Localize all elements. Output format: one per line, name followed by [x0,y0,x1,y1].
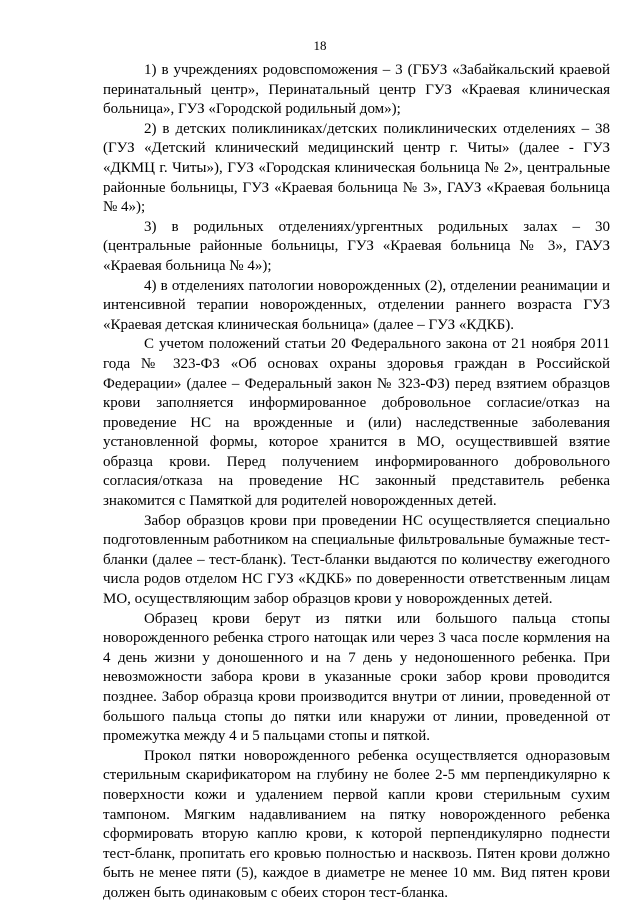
paragraph-sample-timing: Образец крови берут из пятки или большого пальца стопы новорожденного ребенка строго натощак или через 3 часа после кормления на 4 день жизни у доношенного и на 7 день у недоношенного ребенка. При невозможности забора крови в указанные сроки забор крови проводится позднее. Забор образца крови производится внутри от линии, проведенной от большого пальца стопы до пятки или кнаружи от линии, проведенной от промежутка между 4 и 5 пальцами стопы и пяткой. [103,610,610,745]
paragraph-blood-sampling: Забор образцов крови при проведении НС осуществляется специально подготовленным работником на специальные фильтровальные бумажные тест-бланки (далее – тест-бланк). Тест-бланки выдаются по количеству ежегодного числа родов отделом НС ГУЗ «КДКБ» по доверенности ответственным лицам МО, осуществляющим забор образцов крови у новорожденных детей. [103,512,610,608]
paragraph-maternity-facilities: 1) в учреждениях родовспоможения – 3 (ГБУЗ «Забайкальский краевой перинатальный центр», Перинатальный центр ГУЗ «Краевая клиническая больница», ГУЗ «Городской родильный дом»); [103,62,610,118]
paragraph-informed-consent: С учетом положений статьи 20 Федерального закона от 21 ноября 2011 года № 323-ФЗ «Об основах охраны здоровья граждан в Российской Федерации» (далее – Федеральный закон № 323-ФЗ) перед взятием образцов крови заполняется информированное добровольное согласие/отказ на проведение НС на врожденные и (или) наследственные заболевания установленной формы, которое хранится в МО, осуществившей взятие образца крови. Перед получением информированного добровольного согласия/отказа на проведение НС законный представитель ребенка знакомится с Памяткой для родителей новорожденных детей. [103,336,610,510]
page-number: 18 [313,38,327,53]
paragraph-neonatal-pathology: 4) в отделениях патологии новорожденных (2), отделении реанимации и интенсивной терапии новорожденных, отделении раннего возраста ГУЗ «Краевая детская клиническая больница» (далее – ГУЗ «КДКБ). [103,277,610,333]
paragraph-heel-puncture: Прокол пятки новорожденного ребенка осуществляется одноразовым стерильным скарификатором на глубину не более 2-5 мм перпендикулярно к поверхности кожи и удалением первой капли крови стерильным сухим тампоном. Мягким надавливанием на пятку новорожденного ребенка сформировать вторую каплю крови, к которой перпендикулярно поднести тест-бланк, пропитать его кровью полностью и насквозь. Пятен крови должно быть не менее пяти (5), каждое в диаметре не менее 10 мм. Вид пятен крови должен быть одинаковым с обеих сторон тест-бланка. [103,747,610,901]
paragraph-children-polyclinics: 2) в детских поликлиниках/детских поликлинических отделениях – 38 (ГУЗ «Детский клинический медицинский центр г. Читы» (далее - ГУЗ «ДКМЦ г. Читы»), ГУЗ «Городская клиническая больница № 2», центральные районные больницы, ГУЗ «Краевая больница № 3», ГАУЗ «Краевая больница № 4»); [103,120,610,216]
paragraph-maternity-departments: 3) в родильных отделениях/ургентных родильных залах – 30 (центральные районные больницы, ГУЗ «Краевая больница № 3», ГАУЗ «Краевая больница № 4»); [103,218,610,274]
document-body [103,61,610,904]
